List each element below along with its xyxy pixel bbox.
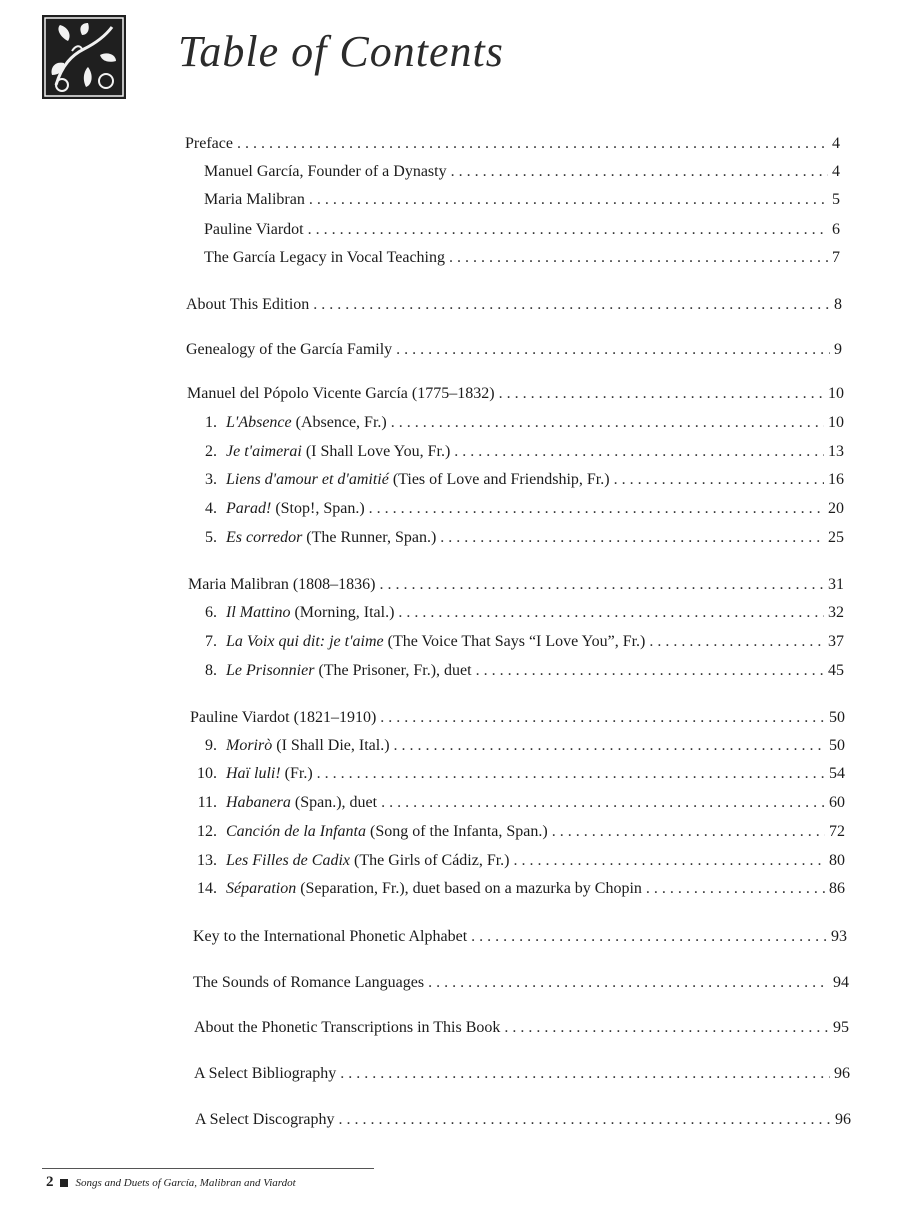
song-title: Es corredor bbox=[226, 529, 303, 546]
toc-entry-label: About the Phonetic Transcriptions in This Book bbox=[194, 1019, 501, 1036]
toc-entry-page: 37 bbox=[828, 633, 844, 650]
toc-entry-page: 96 bbox=[834, 1065, 850, 1082]
toc-entry-page: 96 bbox=[835, 1111, 851, 1128]
song-title: La Voix qui dit: je t'aime bbox=[226, 633, 384, 650]
toc-entry-label: Pauline Viardot (1821–1910) bbox=[190, 709, 377, 726]
toc-song-entry[interactable] bbox=[190, 851, 845, 871]
toc-entry-label: Key to the International Phonetic Alphabet bbox=[193, 928, 468, 945]
toc-song-entry[interactable] bbox=[190, 603, 844, 623]
toc-entry[interactable] bbox=[195, 1110, 851, 1130]
song-description: (Separation, Fr.), duet based on a mazurka by Chopin bbox=[296, 880, 642, 897]
toc-entry[interactable] bbox=[186, 295, 842, 315]
song-number: 12. bbox=[197, 823, 217, 840]
toc-section-heading[interactable] bbox=[187, 384, 844, 404]
song-title: Liens d'amour et d'amitié bbox=[226, 471, 389, 488]
toc-entry-page: 80 bbox=[829, 852, 845, 869]
toc-entry-label: Preface bbox=[185, 135, 233, 152]
toc-song-entry[interactable] bbox=[190, 442, 844, 462]
song-number: 1. bbox=[205, 414, 217, 431]
song-title: Haï luli! bbox=[226, 765, 281, 782]
toc-entry[interactable] bbox=[185, 134, 840, 154]
toc-song-entry[interactable] bbox=[190, 413, 844, 433]
toc-song-entry[interactable] bbox=[190, 793, 845, 813]
toc-entry[interactable] bbox=[204, 220, 840, 240]
song-description: (Absence, Fr.) bbox=[291, 414, 387, 431]
song-description: (Stop!, Span.) bbox=[271, 500, 365, 517]
toc-entry[interactable] bbox=[194, 1018, 849, 1038]
toc-song-entry[interactable] bbox=[190, 822, 845, 842]
toc-entry[interactable] bbox=[186, 340, 842, 360]
song-title: Morirò bbox=[226, 737, 273, 754]
song-description: (I Shall Love You, Fr.) bbox=[301, 443, 451, 460]
toc-entry-label: A Select Bibliography bbox=[194, 1065, 337, 1082]
page-footer bbox=[46, 1174, 296, 1191]
toc-entry-page: 13 bbox=[828, 443, 844, 460]
toc-entry[interactable] bbox=[193, 927, 847, 947]
song-description: (The Girls of Cádiz, Fr.) bbox=[349, 852, 510, 869]
toc-song-entry[interactable] bbox=[190, 528, 844, 548]
toc-entry[interactable] bbox=[194, 1064, 850, 1084]
toc-song-entry[interactable] bbox=[190, 736, 845, 756]
toc-entry[interactable] bbox=[204, 248, 840, 268]
toc-entry-page: 4 bbox=[832, 163, 840, 180]
toc-song-entry[interactable] bbox=[190, 632, 844, 652]
song-number: 14. bbox=[197, 880, 217, 897]
song-title: Le Prisonnier bbox=[226, 662, 315, 679]
toc-entry-label: Manuel García, Founder of a Dynasty bbox=[204, 163, 447, 180]
song-number: 5. bbox=[205, 529, 217, 546]
toc-entry-page: 95 bbox=[833, 1019, 849, 1036]
song-title: Les Filles de Cadix bbox=[226, 852, 350, 869]
toc-section-heading[interactable] bbox=[190, 708, 845, 728]
toc-entry-page: 5 bbox=[832, 191, 840, 208]
song-title: Parad! bbox=[226, 500, 272, 517]
toc-song-entry[interactable] bbox=[190, 470, 844, 490]
song-description: (I Shall Die, Ital.) bbox=[272, 737, 390, 754]
toc-entry[interactable] bbox=[204, 190, 840, 210]
song-description: (Song of the Infanta, Span.) bbox=[365, 823, 548, 840]
toc-entry-page: 45 bbox=[828, 662, 844, 679]
toc-entry-page: 4 bbox=[832, 135, 840, 152]
toc-entry-page: 25 bbox=[828, 529, 844, 546]
song-title: L'Absence bbox=[226, 414, 292, 431]
toc-entry-label: A Select Discography bbox=[195, 1111, 335, 1128]
toc-entry-page: 86 bbox=[829, 880, 845, 897]
toc-entry-label: The Sounds of Romance Languages bbox=[193, 974, 425, 991]
toc-entry-page: 54 bbox=[829, 765, 845, 782]
toc-entry-page: 50 bbox=[829, 709, 845, 726]
song-description: (Ties of Love and Friendship, Fr.) bbox=[388, 471, 610, 488]
toc-entry-page: 94 bbox=[833, 974, 849, 991]
toc-entry-page: 8 bbox=[834, 296, 842, 313]
toc-entry-page: 32 bbox=[828, 604, 844, 621]
toc-section-heading[interactable] bbox=[188, 575, 844, 595]
song-number: 7. bbox=[205, 633, 217, 650]
song-number: 4. bbox=[205, 500, 217, 517]
song-title: Je t'aimerai bbox=[226, 443, 302, 460]
toc-entry-label: Genealogy of the García Family bbox=[186, 341, 393, 358]
toc-entry-page: 20 bbox=[828, 500, 844, 517]
song-number: 8. bbox=[205, 662, 217, 679]
toc-entry-page: 6 bbox=[832, 221, 840, 238]
song-number: 13. bbox=[197, 852, 217, 869]
page-title: Table of Contents bbox=[178, 27, 504, 76]
toc-entry-page: 50 bbox=[829, 737, 845, 754]
footer-book-title: Songs and Duets of García, Malibran and Viardot bbox=[75, 1176, 296, 1189]
toc-entry[interactable] bbox=[204, 162, 840, 182]
song-description: (Morning, Ital.) bbox=[290, 604, 395, 621]
song-description: (Fr.) bbox=[280, 765, 313, 782]
song-number: 3. bbox=[205, 471, 217, 488]
song-number: 2. bbox=[205, 443, 217, 460]
toc-entry-label: Manuel del Pópolo Vicente García (1775–1832) bbox=[187, 385, 495, 402]
toc-entry-page: 16 bbox=[828, 471, 844, 488]
toc-entry-page: 7 bbox=[832, 249, 840, 266]
song-description: (The Prisoner, Fr.), duet bbox=[314, 662, 472, 679]
song-title: Habanera bbox=[226, 794, 291, 811]
song-number: 10. bbox=[197, 765, 217, 782]
toc-entry-page: 31 bbox=[828, 576, 844, 593]
song-title: Il Mattino bbox=[226, 604, 291, 621]
toc-entry[interactable] bbox=[193, 973, 849, 993]
toc-entry-page: 72 bbox=[829, 823, 845, 840]
toc-entry-label: The García Legacy in Vocal Teaching bbox=[204, 249, 445, 266]
song-title: Séparation bbox=[226, 880, 297, 897]
toc-song-entry[interactable] bbox=[190, 661, 844, 681]
toc-entry-page: 10 bbox=[828, 385, 844, 402]
toc-entry-label: Maria Malibran bbox=[204, 191, 305, 208]
toc-entry-label: About This Edition bbox=[186, 296, 310, 313]
song-description: (Span.), duet bbox=[290, 794, 378, 811]
square-bullet-icon bbox=[60, 1179, 68, 1187]
song-title: Canción de la Infanta bbox=[226, 823, 366, 840]
toc-entry-label: Maria Malibran (1808–1836) bbox=[188, 576, 376, 593]
toc-song-entry[interactable] bbox=[190, 499, 844, 519]
toc-entry-page: 10 bbox=[828, 414, 844, 431]
toc-entry-page: 60 bbox=[829, 794, 845, 811]
toc-entry-label: Pauline Viardot bbox=[204, 221, 304, 238]
footer-page-number: 2 bbox=[46, 1174, 54, 1190]
song-number: 6. bbox=[205, 604, 217, 621]
song-number: 11. bbox=[197, 794, 217, 811]
song-number: 9. bbox=[205, 737, 217, 754]
song-description: (The Runner, Span.) bbox=[302, 529, 437, 546]
toc-song-entry[interactable] bbox=[190, 879, 845, 899]
song-description: (The Voice That Says “I Love You”, Fr.) bbox=[383, 633, 646, 650]
footer-divider bbox=[42, 1168, 374, 1169]
toc-entry-page: 9 bbox=[834, 341, 842, 358]
toc-entry-page: 93 bbox=[831, 928, 847, 945]
toc-song-entry[interactable] bbox=[190, 764, 845, 784]
